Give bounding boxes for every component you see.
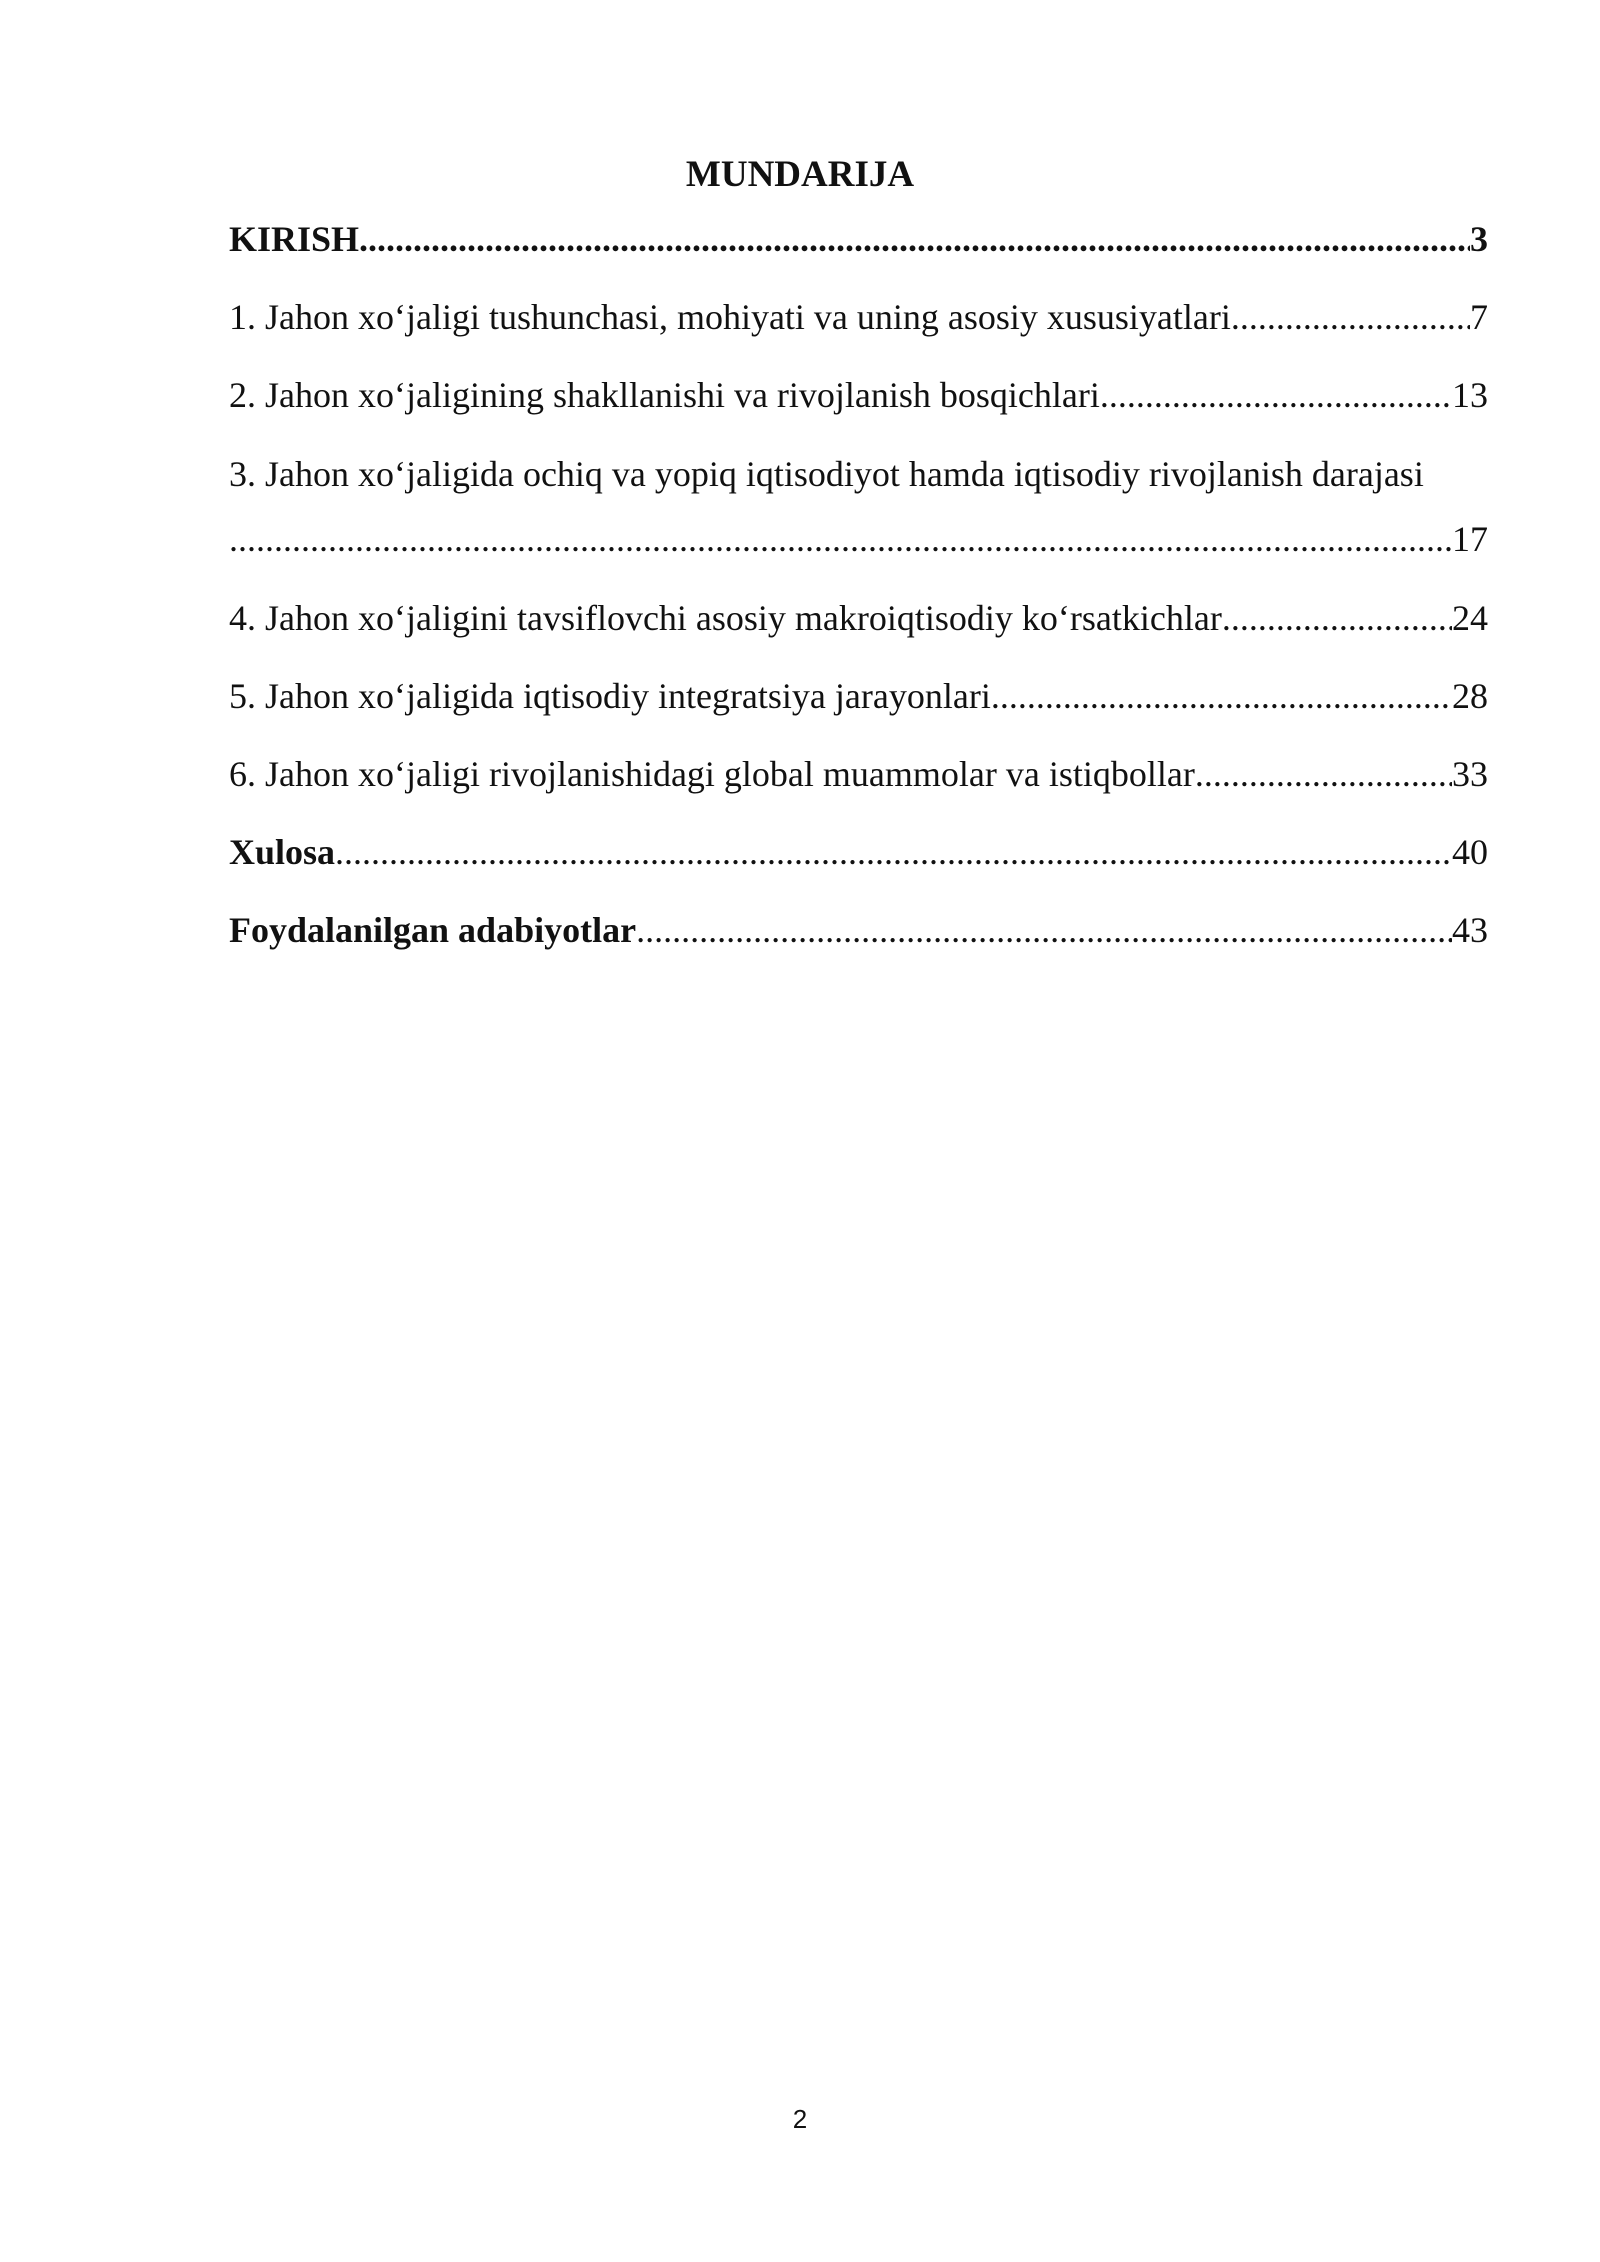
toc-leader-dots xyxy=(229,515,1452,563)
toc-entry-page: 17 xyxy=(1452,519,1488,559)
toc-leader-dots xyxy=(359,215,1470,263)
toc-entry-page: 7 xyxy=(1470,297,1488,337)
toc-entry-label: Foydalanilgan adabiyotlar xyxy=(229,910,637,950)
toc-entry-label: 6. Jahon xo‘jaligi rivojlanishidagi global muammolar va istiqbollar xyxy=(229,754,1195,794)
toc-leader-dots xyxy=(1195,750,1452,798)
toc-entry-5[interactable] xyxy=(229,672,1488,720)
toc-leader-dots xyxy=(1100,371,1452,419)
toc-leader-dots xyxy=(1222,594,1452,642)
toc-leader-dots xyxy=(991,672,1452,720)
toc-entry-label: 5. Jahon xo‘jaligida iqtisodiy integratsiya jarayonlari xyxy=(229,676,991,716)
toc-entry-label: 4. Jahon xo‘jaligini tavsiflovchi asosiy makroiqtisodiy ko‘rsatkichlar xyxy=(229,598,1222,638)
toc-entry-label: Xulosa xyxy=(229,832,336,872)
toc-entry-label: 3. Jahon xo‘jaligida ochiq va yopiq iqtisodiyot hamda iqtisodiy rivojlanish darajasi xyxy=(229,454,1424,494)
toc-entry-page: 43 xyxy=(1452,910,1488,950)
toc-leader-dots xyxy=(636,906,1452,954)
toc-entry-1[interactable] xyxy=(229,293,1488,341)
toc-entry-4[interactable] xyxy=(229,594,1488,642)
toc-leader-dots xyxy=(335,828,1452,876)
toc-entry-2[interactable] xyxy=(229,371,1488,419)
toc-entry-page: 24 xyxy=(1452,598,1488,638)
toc-entry-3[interactable] xyxy=(229,450,1488,498)
toc-entry-page: 13 xyxy=(1452,375,1488,415)
toc-entry-label: 1. Jahon xo‘jaligi tushunchasi, mohiyati va uning asosiy xususiyatlari xyxy=(229,297,1231,337)
toc-entry-kirish[interactable] xyxy=(229,215,1488,263)
toc-entry-label: 2. Jahon xo‘jaligining shakllanishi va rivojlanish bosqichlari xyxy=(229,375,1100,415)
toc-entry-adabiyotlar[interactable] xyxy=(229,906,1488,954)
toc-entry-3-continuation[interactable] xyxy=(229,515,1488,563)
toc-title: MUNDARIJA xyxy=(685,154,915,195)
toc-entry-page: 33 xyxy=(1452,754,1488,794)
toc-entry-xulosa[interactable] xyxy=(229,828,1488,876)
toc-entry-6[interactable] xyxy=(229,750,1488,798)
toc-entry-page: 28 xyxy=(1452,676,1488,716)
toc-leader-dots xyxy=(1231,293,1470,341)
toc-entry-page: 3 xyxy=(1470,219,1488,259)
page-number: 2 xyxy=(792,2104,808,2134)
toc-entry-label: KIRISH xyxy=(229,219,360,259)
toc-entry-page: 40 xyxy=(1452,832,1488,872)
